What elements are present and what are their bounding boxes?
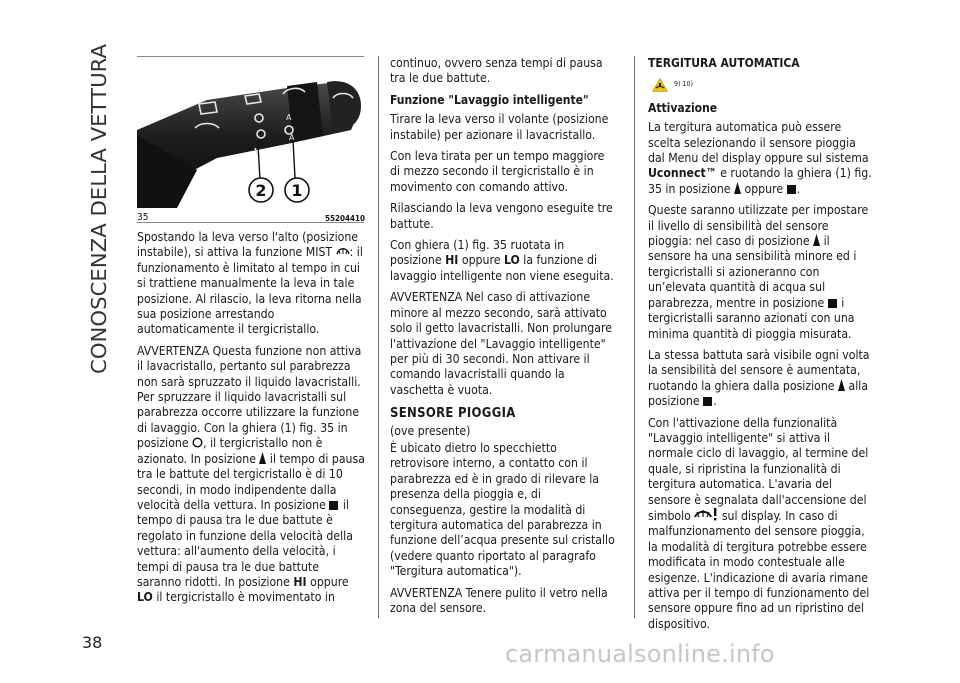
warning-triangle-icon bbox=[652, 78, 668, 92]
low-sensitivity-icon bbox=[734, 182, 741, 194]
text: Queste saranno utilizzate per impostare il livello di sensibilità del sensore pioggia: nel caso di posizione bbox=[648, 203, 869, 249]
text: oppure bbox=[744, 181, 784, 196]
text: La stessa battuta sarà visibile ogni volta la sensibilità del sensore è aumentata, ruotando la ghiera dalla posizione bbox=[648, 347, 870, 393]
text: AVVERTENZA Questa funzione non attiva il lavacristallo, pertanto sul parabrezza non sarà spruzzato il liquido lavacristalli. Per spruzzare il liquido lavacristalli sul parabrezza occorre utilizzare la funzione di lavaggio. Con la ghiera (1) fig. 35 in posizione bbox=[137, 343, 362, 451]
text: Spostando la leva verso l'alto (posizione instabile), si attiva la funzione MIST bbox=[137, 230, 359, 260]
text: la funzione di lavaggio intelligente non viene eseguita. bbox=[390, 253, 614, 283]
svg-text:A: A bbox=[289, 133, 295, 142]
heading-rain-sensor: SENSORE PIOGGIA bbox=[390, 406, 516, 422]
text: il tergicristallo è movimentato in bbox=[156, 590, 335, 605]
warning-references bbox=[652, 77, 874, 92]
paragraph: La tergitura automatica può essere scelta selezionando il sensore pioggia dal Menu del display oppure sul sistema Uconnect™ e ruotando la ghiera (1) fig. 35 in posizione oppure . bbox=[648, 120, 872, 196]
paragraph-mist bbox=[137, 230, 365, 338]
mist-icon bbox=[336, 245, 350, 257]
text: sul display. In caso di malfunzionamento del sensore pioggia, la modalità di tergitura potrebbe essere modificata in modo contestuale alle esigenze. L'indicazione di avaria rimane attiva per il tempo di funzionamento del sensore oppure fino ad un ripristino del dispositivo. bbox=[648, 508, 870, 631]
paragraph: È ubicato dietro lo specchietto retrovisore interno, a contatto con il parabrezza ed è in grado di rilevare la presenza della pioggia e, di conseguenza, gestire la modalità di tergitura automatica del parabrezza in funzione dell’acqua presente sul cristallo (vedere quanto riportato al paragrafo "Tergitura automatica"). bbox=[390, 440, 615, 579]
high-sensitivity-icon bbox=[703, 396, 713, 406]
paragraph: (ove presente) bbox=[390, 423, 471, 438]
figure-top-rule bbox=[137, 56, 364, 57]
uconnect-label: Uconnect™ bbox=[648, 166, 717, 181]
side-section-title bbox=[78, 36, 118, 376]
low-sensitivity-icon bbox=[259, 452, 266, 464]
watermark: carmanualsonline.info bbox=[505, 640, 775, 668]
page-number: 38 bbox=[82, 633, 103, 652]
text: Con ghiera (1) fig. 35 ruotata in posizione bbox=[390, 238, 565, 268]
paragraph-warning: AVVERTENZA Nel caso di attivazione minore al mezzo secondo, sarà attivato solo il getto lavacristalli. Non prolungare l'attivazione del "Lavaggio intelligente" per più di 30 secondi. Non attivare il comando lavacristalli quando la vaschetta è vuota. bbox=[390, 290, 612, 397]
text: oppure bbox=[461, 253, 501, 268]
text: La tergitura automatica può essere scelta selezionando il sensore pioggia dal Menu del display oppure sul sistema bbox=[648, 120, 869, 166]
text: il tempo di pausa tra le battute del tergicristallo è di 10 secondi, in modo indipendente dalla velocità della vettura. In posizione bbox=[137, 451, 365, 512]
warning-refs-text: 9) 10) bbox=[674, 80, 693, 89]
text: il tempo di pausa tra le due battute è regolato in funzione della velocità della vettura: all'aumento della velocità, i tempi di pausa tra le due battute saranno ridotti. In posizione bbox=[137, 497, 353, 589]
paragraph: continuo, ovvero senza tempi di pausa tra le due battute. bbox=[390, 56, 603, 86]
high-sensitivity-icon bbox=[787, 184, 797, 194]
paragraph-warning bbox=[137, 344, 365, 606]
paragraph: Rilasciando la leva vengono eseguite tre battute. bbox=[390, 201, 613, 231]
paragraph bbox=[648, 203, 874, 342]
text: e ruotando la ghiera (1) fig. 35 in posizione bbox=[648, 166, 872, 196]
subheading-activation: Attivazione bbox=[648, 100, 718, 115]
column-1 bbox=[137, 230, 365, 612]
paragraph bbox=[648, 416, 874, 633]
rain-sensor-fault-icon bbox=[694, 508, 718, 521]
off-circle-icon bbox=[192, 437, 203, 448]
column-2 bbox=[390, 56, 616, 622]
paragraph bbox=[390, 238, 616, 284]
hi-label: HI bbox=[445, 253, 459, 268]
column-divider-2 bbox=[634, 56, 635, 618]
high-sensitivity-icon bbox=[329, 500, 339, 510]
figure-code: 55204410 bbox=[325, 214, 366, 223]
heading-auto-wipe: TERGITURA AUTOMATICA bbox=[648, 56, 800, 70]
text: oppure bbox=[310, 574, 349, 589]
text: i tergicristalli saranno azionati con una minima quantità di pioggia misurata. bbox=[648, 295, 855, 341]
column-3 bbox=[648, 56, 874, 638]
svg-text:A: A bbox=[286, 113, 292, 122]
subheading-smart-wash: Funzione "Lavaggio intelligente" bbox=[390, 92, 589, 107]
callout-1: 1 bbox=[291, 181, 303, 200]
text: Con l'attivazione della funzionalità "Lavaggio intelligente" si attiva il normale ciclo di lavaggio, al termine del quale, si ripristina la funzionalità di tergitura automatica. L'avaria del sensore è segnalata dall'accensione del simbolo bbox=[648, 415, 869, 523]
high-sensitivity-icon bbox=[828, 298, 838, 308]
text: , il tergicristallo non è azionato. In posizione bbox=[137, 436, 323, 466]
side-title-text: CONOSCENZA DELLA VETTURA bbox=[87, 55, 111, 374]
wiper-lever-figure bbox=[137, 60, 364, 208]
text: : il funzionamento è limitato al tempo in cui si trattiene manualmente la leva in tale posizione. Al rilascio, la leva ritorna nella sua posizione arrestando automaticamente il tergicristallo. bbox=[137, 245, 363, 337]
paragraph: Tirare la leva verso il volante (posizione instabile) per azionare il lavacristallo. bbox=[390, 112, 609, 142]
paragraph-warning: AVVERTENZA Tenere pulito il vetro nella zona del sensore. bbox=[390, 585, 608, 615]
low-sensitivity-icon bbox=[813, 234, 820, 246]
text: alla posizione bbox=[648, 378, 869, 409]
hi-label: HI bbox=[293, 574, 307, 589]
callout-2: 2 bbox=[255, 181, 267, 200]
lo-label: LO bbox=[137, 590, 153, 605]
figure-number: 35 bbox=[137, 212, 149, 223]
text: il sensore ha una sensibilità minore ed i tergicristalli si azioneranno con un’elevata quantità di acqua sul parabrezza, mentre in posizione bbox=[648, 234, 857, 310]
paragraph: Con leva tirata per un tempo maggiore di mezzo secondo il tergicristallo è in movimento con comando attivo. bbox=[390, 149, 605, 194]
paragraph: La stessa battuta sarà visibile ogni volta la sensibilità del sensore è aumentata, ruotando la ghiera dalla posizione alla posizione . bbox=[648, 347, 870, 409]
column-divider-1 bbox=[378, 56, 379, 618]
low-sensitivity-icon bbox=[838, 379, 845, 391]
lo-label: LO bbox=[503, 253, 520, 268]
